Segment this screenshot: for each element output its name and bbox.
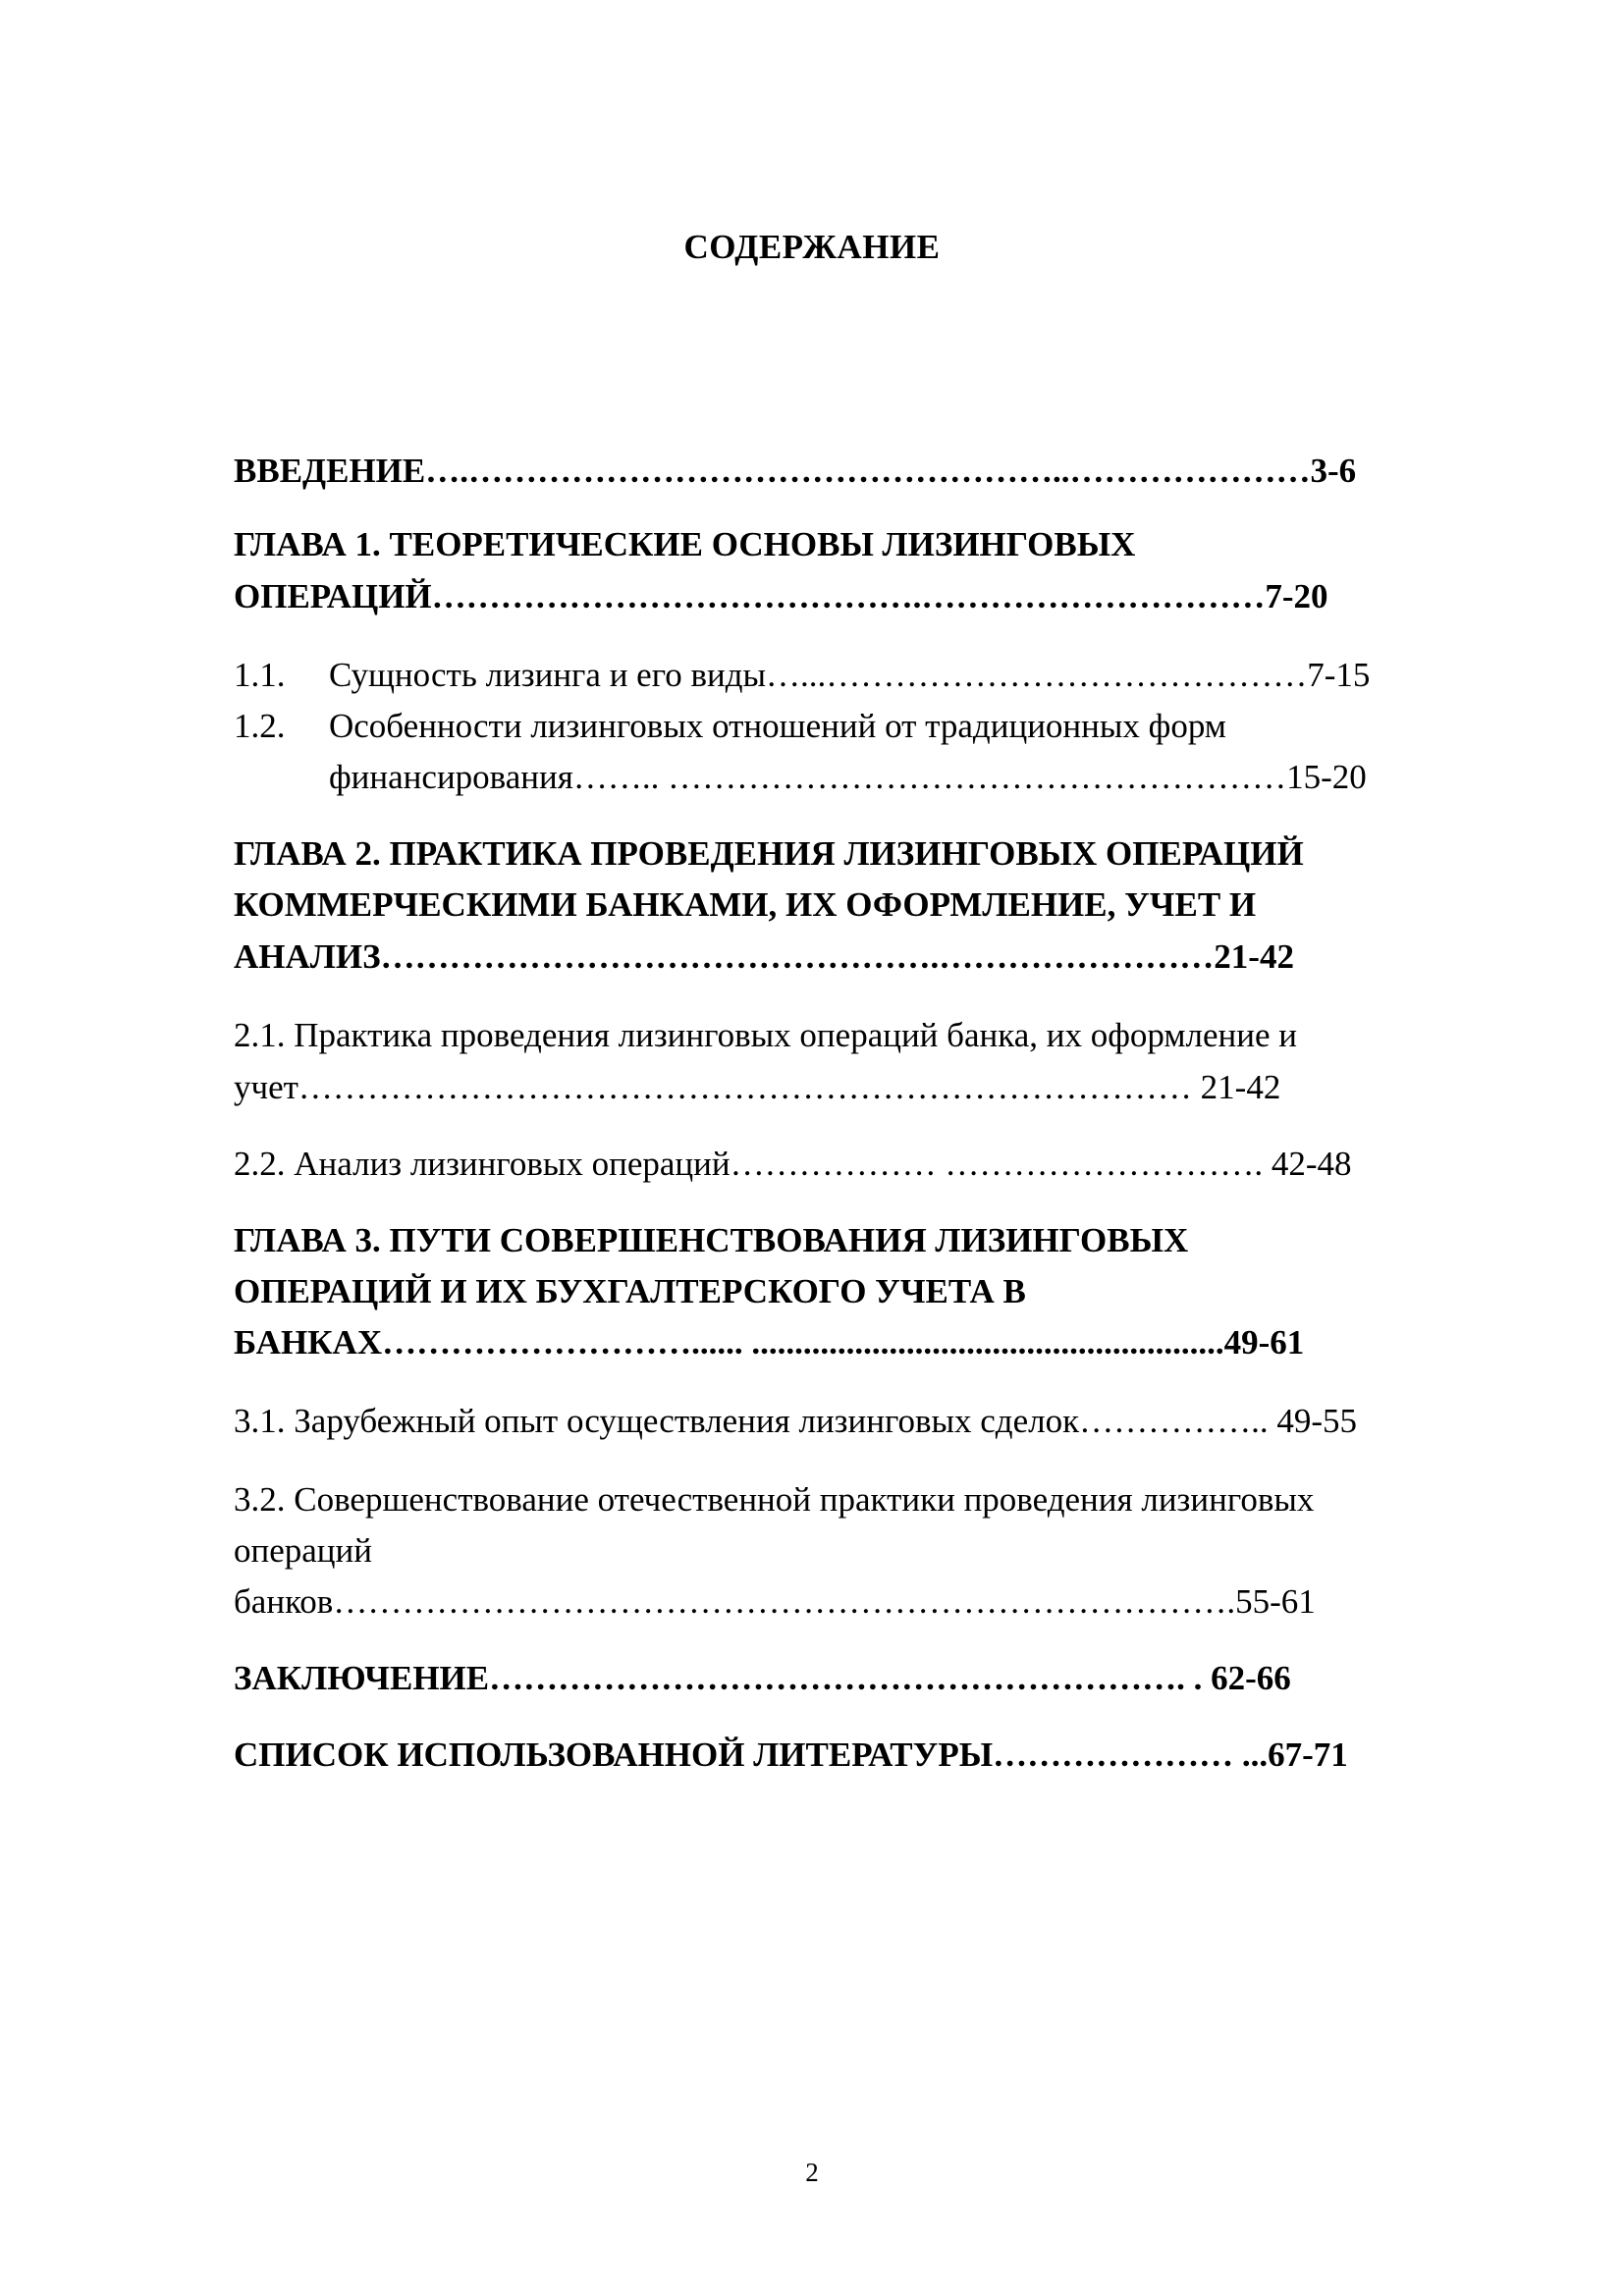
toc-entry-section-2-1-line-2[interactable]: учет…………………………………………………………………… 21-42 <box>234 1068 1281 1106</box>
toc-entry-chapter-2-line-2[interactable]: КОММЕРЧЕСКИМИ БАНКАМИ, ИХ ОФОРМЛЕНИЕ, УЧЕТ И <box>234 885 1257 924</box>
toc-entry-section-2-2[interactable]: 2.2. Анализ лизинговых операций……………… ………………………. 42-48 <box>234 1145 1352 1183</box>
toc-entry-chapter-3-line-2[interactable]: ОПЕРАЦИЙ И ИХ БУХГАЛТЕРСКОГО УЧЕТА В <box>234 1272 1026 1310</box>
section-title: Особенности лизинговых отношений от традиционных форм <box>329 707 1226 745</box>
toc-entry-section-3-2-line-1[interactable]: 3.2. Совершенствование отечественной практики проведения лизинговых <box>234 1480 1315 1519</box>
section-number: 1.1. <box>234 656 286 694</box>
toc-entry-chapter-3-line-1[interactable]: ГЛАВА 3. ПУТИ СОВЕРШЕНСТВОВАНИЯ ЛИЗИНГОВЫХ <box>234 1221 1189 1259</box>
toc-entry-chapter-1-line-1[interactable]: ГЛАВА 1. ТЕОРЕТИЧЕСКИЕ ОСНОВЫ ЛИЗИНГОВЫХ <box>234 525 1136 563</box>
toc-entry-section-2-1-line-1[interactable]: 2.1. Практика проведения лизинговых операций банка, их оформление и <box>234 1016 1298 1054</box>
toc-entry-section-1-2-line-2[interactable]: финансирования…….. ………………………………………………15-20 <box>329 758 1367 796</box>
toc-entry-bibliography[interactable]: СПИСОК ИСПОЛЬЗОВАННОЙ ЛИТЕРАТУРЫ………………… ...67-71 <box>234 1735 1348 1774</box>
toc-entry-section-1-2-line-1[interactable] <box>234 709 1226 743</box>
toc-entry-chapter-2-line-1[interactable]: ГЛАВА 2. ПРАКТИКА ПРОВЕДЕНИЯ ЛИЗИНГОВЫХ ОПЕРАЦИЙ <box>234 834 1304 873</box>
toc-entry-chapter-3-line-3[interactable]: БАНКАХ………………………...... .......................................................49-61 <box>234 1323 1305 1362</box>
section-title: Сущность лизинга и его виды…...……………………………………7-15 <box>329 656 1371 694</box>
toc-entry-section-1-1[interactable] <box>234 658 1370 692</box>
toc-entry-chapter-1-line-2[interactable]: ОПЕРАЦИЙ…………………………………….…………………………7-20 <box>234 577 1328 615</box>
page-number: 2 <box>805 2158 819 2187</box>
toc-entry-section-3-2-line-3[interactable]: банков…………………………………………………………………….55-61 <box>234 1582 1316 1621</box>
toc-entry-section-3-1[interactable]: 3.1. Зарубежный опыт осуществления лизинговых сделок…………….. 49-55 <box>234 1402 1357 1440</box>
toc-entry-introduction[interactable]: ВВЕДЕНИЕ….……………………………………………..…………………3-6 <box>234 452 1357 490</box>
toc-entry-chapter-2-line-3[interactable]: АНАЛИЗ………………………………………….……………………21-42 <box>234 937 1294 976</box>
toc-entry-section-3-2-line-2[interactable]: операций <box>234 1531 372 1570</box>
page-title: СОДЕРЖАНИЕ <box>683 228 941 266</box>
toc-entry-conclusion[interactable]: ЗАКЛЮЧЕНИЕ……………………………………………………. . 62-66 <box>234 1659 1291 1697</box>
section-number: 1.2. <box>234 707 286 745</box>
